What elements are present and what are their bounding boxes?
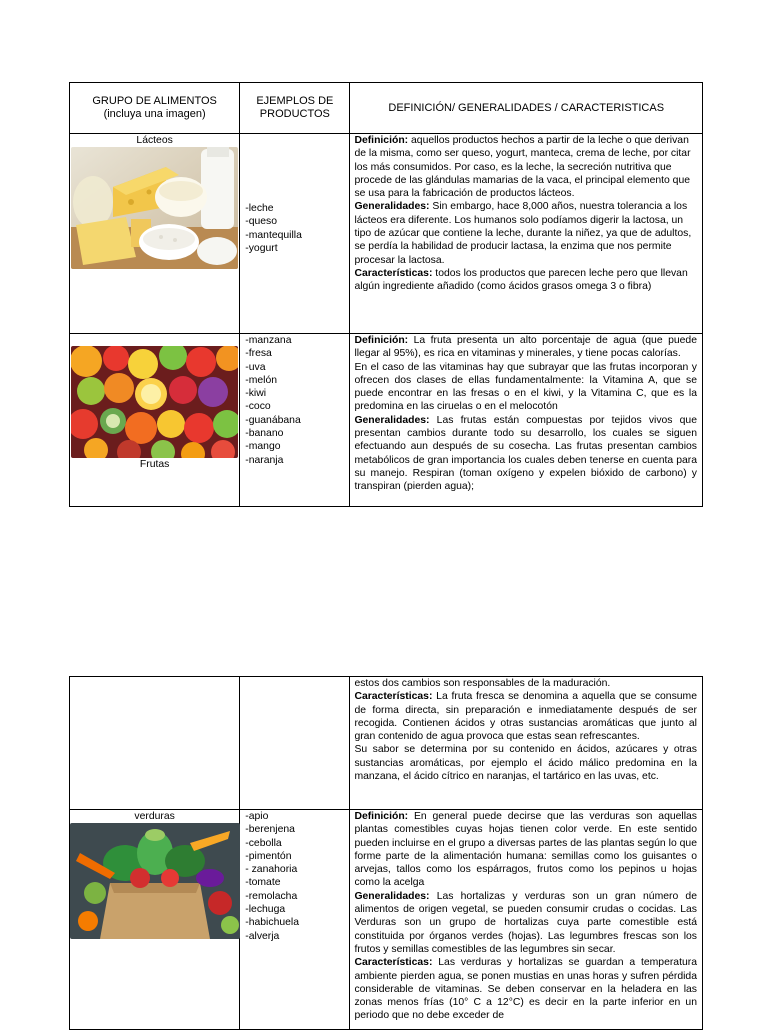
group-cell-frutas	[70, 334, 240, 507]
group-name-verduras: verduras	[134, 811, 175, 822]
example-item: -berenjena	[245, 824, 295, 836]
example-item: -remolacha	[245, 890, 298, 902]
example-item: -mango	[245, 441, 281, 453]
definition-cell-frutas-continued	[350, 677, 703, 810]
empty-examples-cell	[240, 677, 350, 810]
example-item: -tomate	[245, 877, 281, 889]
paragraph-generalities: Generalidades: Sin embargo, hace 8,000 años, nuestra tolerancia a los lácteos era diferente. Los humanos solo podíamos digerir la lactosa, un tipo de azúcar que contiene la leche, durante la niñez, ya que de adultos, se perdía la habilidad de producir lactasa, la enzima que nos permite procesar la lactosa.	[354, 201, 692, 266]
table-row-frutas-continued	[70, 677, 703, 810]
paragraph-vitamins: En el caso de las vitaminas hay que subrayar que las frutas incorporan y ofrecen dos clases de ellas fundamentalmente: la Vitamina A, que se puede encontrar en las fresas o en el kiwi, y la Vitamina C, que es la predomina en las ciruelas o en el melocotón	[354, 361, 697, 413]
table-row-verduras	[70, 810, 703, 1030]
group-name-lacteos: Lácteos	[136, 135, 173, 146]
paragraph-definition: Definición: aquellos productos hechos a partir de la leche o que derivan de la misma, como ser queso, yogurt, manteca, crema de leche, por citar los más consumidos. Por caso, es la leche, la secreción nutritiva que procede de las glándulas mamarias de la vaca, el principal elemento que se usa para la fabricación de productos lácteos.	[354, 135, 691, 200]
paragraph-characteristics: Características: Las verduras y hortalizas se guardan a temperatura ambiente pierden agua, se ponen mustias en unas horas y sufren pérdida considerable de vitaminas. Se deben conservar en la heladera en las zonas menos frías (10° C a 12°C) es decir en la parte inferior en un periodo que no debe exceder de	[354, 957, 697, 1022]
example-item: -naranja	[245, 454, 284, 466]
definition-cell-verduras	[350, 810, 703, 1030]
definition-cell-frutas	[350, 334, 703, 507]
paragraph-flavor: Su sabor se determina por su contenido en ácidos, azúcares y otras sustancias aromáticas, por ejemplo el ácido málico predomina en la manzana, el ácido cítrico en naranjas, el tartárico en las uvas, etc.	[354, 744, 697, 783]
example-item: -kiwi	[245, 388, 267, 400]
example-item: -guanábana	[245, 414, 301, 426]
example-item: -apio	[245, 811, 269, 822]
paragraph-generalities: Generalidades: Las frutas están compuestas por tejidos vivos que presentan cambios durante todo su desarrollo, los cuales se siguen efectuando aun después de su cosecha. Las frutas presentan cambios metabólicos de gran importancia los cuales deben tenerse en cuenta para su manejo. Respiran (toman oxígeno y expelen bióxido de carbono) y transpiran (pierden agua);	[354, 414, 697, 493]
paragraph-characteristics: Características: todos los productos que parecen leche pero que llevan algún ingrediente añadido (como ácidos grasos omega 3 o fibra)	[354, 267, 688, 293]
example-item: -coco	[245, 401, 271, 413]
paragraph-generalities: Generalidades: Las hortalizas y verduras son un gran número de alimentos de origen vegetal, se pueden consumir crudas o cocidas. Las Verduras son un grupo de hortalizas cuya parte comestible está constituida por órganos verdes (hojas). Las legumbres frescas son los frutos y semillas comestibles de las legumbres sin secar.	[354, 890, 697, 955]
examples-cell-lacteos	[240, 134, 350, 334]
paragraph-characteristics: Características: La fruta fresca se denomina a aquella que se consume de forma directa, sin preparación e inmediatamente después de ser recogida. Contienen ácidos y otras sustancias aromáticas que junto al gran contenido de agua provoca que estas sean refrescantes.	[354, 691, 697, 743]
group-cell-verduras	[70, 810, 240, 1030]
table-row-frutas	[70, 334, 703, 507]
example-item: -pimentón	[245, 850, 292, 862]
example-item: -fresa	[245, 348, 272, 360]
examples-cell-verduras	[240, 810, 350, 1030]
fruits-image	[71, 346, 238, 458]
example-item: -leche	[245, 203, 274, 214]
food-groups-table-continued	[69, 676, 703, 1030]
example-item: -queso	[245, 216, 278, 228]
paragraph-definition: Definición: La fruta presenta un alto porcentaje de agua (que puede llegar al 95%), es rica en vitaminas y minerales, y tiene pocas calorías.	[354, 335, 697, 360]
vegetables-image	[70, 823, 240, 939]
definition-cell-lacteos	[350, 134, 703, 334]
table-header-row	[70, 83, 703, 134]
example-item: -lechuga	[245, 904, 286, 916]
group-cell-lacteos	[70, 134, 240, 334]
header-examples: EJEMPLOS DE PRODUCTOS	[240, 83, 350, 134]
food-groups-table	[69, 82, 703, 507]
example-item: -uva	[245, 361, 266, 373]
example-item: - zanahoria	[245, 864, 298, 876]
example-item: -manzana	[245, 335, 292, 346]
example-item: -melón	[245, 374, 278, 386]
group-name-frutas: Frutas	[139, 459, 170, 470]
example-item: -cebolla	[245, 837, 282, 849]
paragraph-maturation: estos dos cambios son responsables de la maduración.	[354, 678, 611, 689]
example-item: -yogurt	[245, 242, 278, 254]
example-item: -mantequilla	[245, 229, 302, 241]
dairy-products-image	[71, 147, 238, 269]
example-item: -habichuela	[245, 917, 299, 929]
paragraph-definition: Definición: En general puede decirse que las verduras son aquellas plantas comestibles cuyas hojas tienen color verde. En este sentido pueden incluirse en el grupo a diversas partes de las plantas según lo que forme parte de la alimentación humana: semillas como los guisantes o arvejas, tallos como los espárragos, frutos como los pepinos u hojas como la acelga	[354, 811, 697, 889]
example-item: -alverja	[245, 930, 280, 942]
table-row-lacteos	[70, 134, 703, 334]
header-definition: DEFINICIÓN/ GENERALIDADES / CARACTERISTICAS	[350, 83, 703, 134]
examples-cell-frutas	[240, 334, 350, 507]
empty-group-cell	[70, 677, 240, 810]
example-item: -banano	[245, 428, 284, 440]
header-food-group: GRUPO DE ALIMENTOS (incluya una imagen)	[70, 83, 240, 134]
